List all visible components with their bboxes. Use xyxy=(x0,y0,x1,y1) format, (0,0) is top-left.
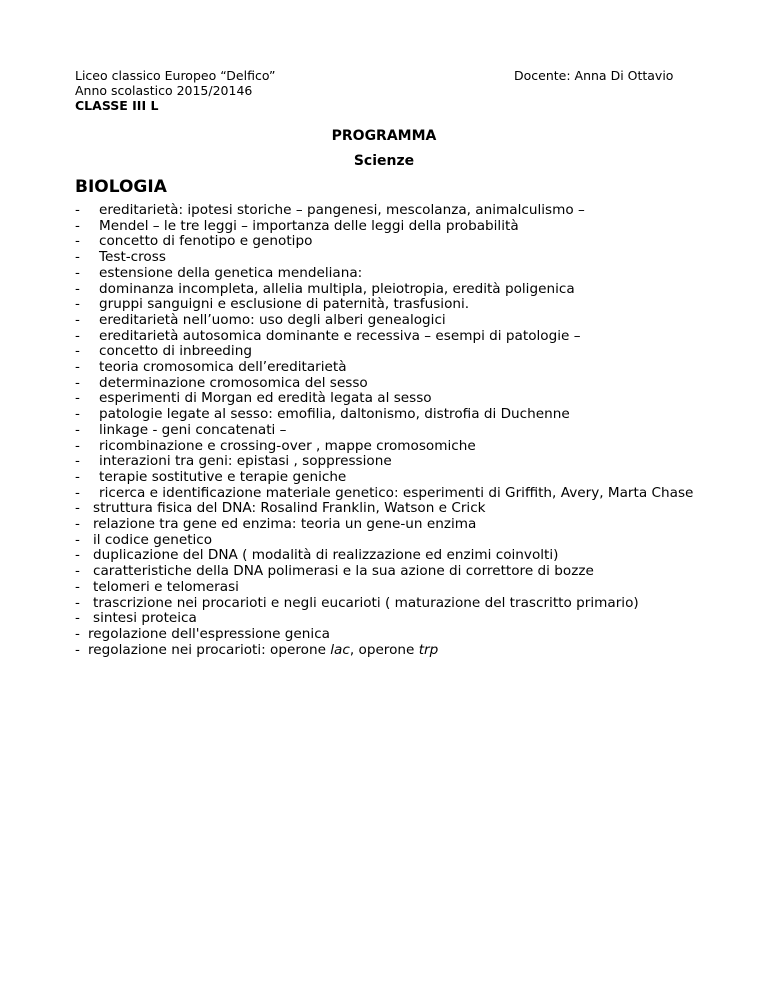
list-item: - duplicazione del DNA ( modalità di realizzazione ed enzimi coinvolti) xyxy=(75,547,559,564)
bullet-dash: - xyxy=(75,406,80,423)
list-item: - determinazione cromosomica del sesso xyxy=(75,374,368,391)
list-item: - telomeri e telomerasi xyxy=(75,578,239,595)
bullet-dash: - xyxy=(75,264,80,281)
bullet-dash: - xyxy=(75,327,80,344)
list-item: - concetto di fenotipo e genotipo xyxy=(75,233,313,250)
list-item: - patologie legate al sesso: emofilia, daltonismo, distrofia di Duchenne xyxy=(75,406,570,423)
list-item: - struttura fisica del DNA: Rosalind Franklin, Watson e Crick xyxy=(75,500,486,517)
list-item: - regolazione dell'espressione genica xyxy=(75,625,330,642)
school-name: Liceo classico Europeo “Delfico” xyxy=(75,68,276,83)
list-item: - sintesi proteica xyxy=(75,610,197,627)
list-item: - ereditarietà nell’uomo: uso degli alberi genealogici xyxy=(75,311,446,328)
bullet-dash: - xyxy=(75,484,80,501)
bullet-dash: - xyxy=(75,547,80,564)
list-item: - dominanza incompleta, allelia multipla, pleiotropia, eredità poligenica xyxy=(75,280,575,297)
list-item: - gruppi sanguigni e esclusione di paternità, trasfusioni. xyxy=(75,296,470,313)
operone-trp: trp xyxy=(418,641,439,658)
list-item: - terapie sostitutive e terapie geniche xyxy=(75,468,347,485)
bullet-dash: - xyxy=(75,296,80,313)
page-title: PROGRAMMA xyxy=(331,128,437,144)
bullet-dash: - xyxy=(75,453,80,470)
list-item: - esperimenti di Morgan ed eredità legata al sesso xyxy=(75,390,432,407)
bullet-dash: - xyxy=(75,359,80,376)
bullet-dash: - xyxy=(75,421,80,438)
list-item: - trascrizione nei procarioti e negli eucarioti ( maturazione del trascritto primario) xyxy=(75,594,639,611)
list-item: - Test-cross xyxy=(75,249,166,266)
bullet-dash: - xyxy=(75,311,80,328)
subject-title: Scienze xyxy=(353,153,415,169)
list-item: - concetto di inbreeding xyxy=(75,343,252,360)
teacher-name: Docente: Anna Di Ottavio xyxy=(514,68,674,83)
list-item: - Mendel – le tre leggi – importanza delle leggi della probabilità xyxy=(75,217,519,234)
bullet-dash: - xyxy=(75,468,80,485)
bullet-dash: - xyxy=(75,625,80,642)
header-left xyxy=(75,68,276,113)
bullet-dash: - xyxy=(75,641,80,658)
list-item: - interazioni tra geni: epistasi , soppressione xyxy=(75,453,392,470)
bullet-dash: - xyxy=(75,594,80,611)
class-name: CLASSE III L xyxy=(75,98,159,113)
operone-lac: lac xyxy=(330,641,350,658)
bullet-dash: - xyxy=(75,343,80,360)
bullet-dash: - xyxy=(75,578,80,595)
bullet-dash: - xyxy=(75,437,80,454)
bullet-dash: - xyxy=(75,233,80,250)
list-item: - ricerca e identificazione materiale genetico: esperimenti di Griffith, Avery, Marta Chase xyxy=(75,484,694,501)
list-item: - il codice genetico xyxy=(75,531,213,548)
bullet-dash: - xyxy=(75,249,80,266)
list-item: - caratteristiche della DNA polimerasi e la sua azione di correttore di bozze xyxy=(75,563,594,580)
school-year: Anno scolastico 2015/20146 xyxy=(75,83,253,98)
topic-list xyxy=(75,203,695,658)
list-item: - ricombinazione e crossing-over , mappe cromosomiche xyxy=(75,437,476,454)
bullet-dash: - xyxy=(75,563,80,580)
list-item: - teoria cromosomica dell’ereditarietà xyxy=(75,359,347,376)
list-item: - linkage - geni concatenati – xyxy=(75,421,287,438)
list-item: - ereditarietà: ipotesi storiche – pangenesi, mescolanza, animalculismo – xyxy=(75,202,585,218)
list-item: - relazione tra gene ed enzima: teoria un gene-un enzima xyxy=(75,516,477,533)
bullet-dash: - xyxy=(75,374,80,391)
bullet-dash: - xyxy=(75,531,80,548)
list-item: - estensione della genetica mendeliana: xyxy=(75,264,363,281)
bullet-dash: - xyxy=(75,610,80,627)
bullet-dash: - xyxy=(75,500,80,517)
list-item: - ereditarietà autosomica dominante e recessiva – esempi di patologie – xyxy=(75,327,581,344)
bullet-dash: - xyxy=(75,516,80,533)
bullet-dash: - xyxy=(75,202,80,218)
section-heading: BIOLOGIA xyxy=(75,177,167,197)
list-item: - regolazione nei procarioti: operone lac, operone trp xyxy=(75,641,439,658)
bullet-dash: - xyxy=(75,280,80,297)
bullet-dash: - xyxy=(75,217,80,234)
bullet-dash: - xyxy=(75,390,80,407)
